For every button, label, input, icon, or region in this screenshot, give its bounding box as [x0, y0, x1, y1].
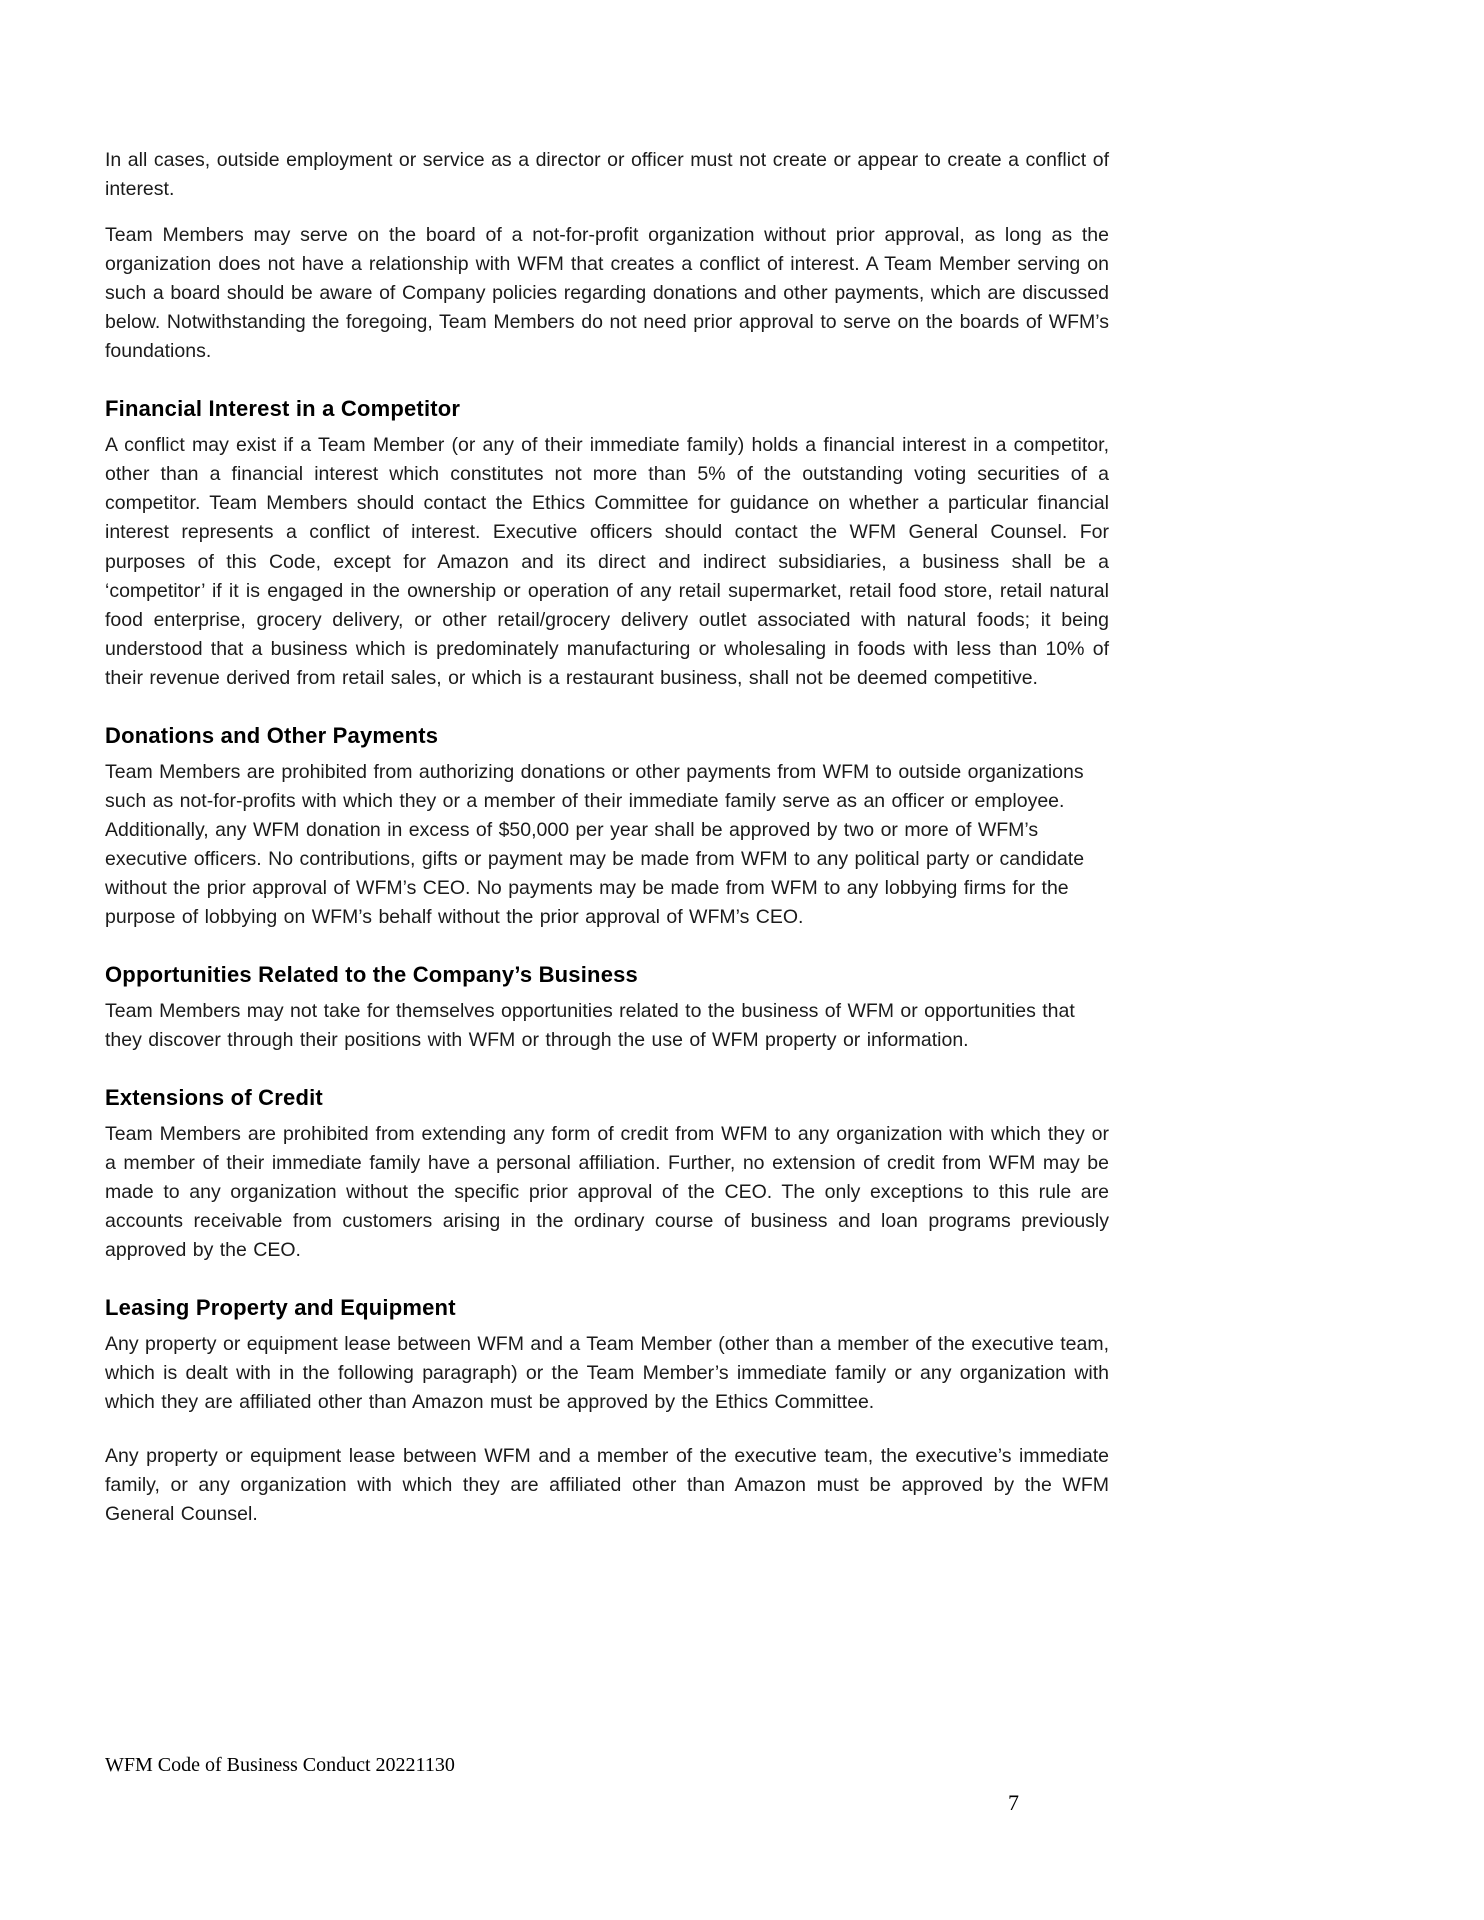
paragraph-leasing-executive: Any property or equipment lease between WFM and a member of the executive team, the executive’s immediate family, or any organization with which they are affiliated other than Amazon must be approved by the WFM General Counsel. [105, 1444, 1109, 1525]
paragraph-donations-payments: Team Members are prohibited from authorizing donations or other payments from WFM to outside organizations such as not-for-profits with which they or a member of their immediate family serve as an officer or employee. Additionally, any WFM donation in excess of $50,000 per year shall be approved by two or more of WFM’s executive officers. No contributions, gifts or payment may be made from WFM to any political party or candidate without the prior approval of WFM’s CEO. No payments may be made from WFM to any lobbying firms for the purpose of lobbying on WFM’s behalf without the prior approval of WFM’s CEO. [105, 760, 1085, 928]
footer-document-id: WFM Code of Business Conduct 20221130 [105, 1754, 455, 1776]
paragraph-outside-employment: In all cases, outside employment or service as a director or officer must not create or appear to create a conflict of interest. [105, 149, 1109, 201]
paragraph-board-service: Team Members may serve on the board of a not-for-profit organization without prior approval, as long as the organization does not have a relationship with WFM that creates a conflict of interest. A Team Member serving on such a board should be aware of Company policies regarding donations and other payments, which are discussed below. Notwithstanding the foregoing, Team Members do not need prior approval to serve on the boards of WFM’s foundations. [105, 224, 1109, 363]
heading-donations-payments: Donations and Other Payments [105, 722, 439, 748]
page-number: 7 [1008, 1790, 1019, 1815]
paragraph-company-opportunities: Team Members may not take for themselves opportunities related to the business of WFM or opportunities that they discover through their positions with WFM or through the use of WFM property or information. [105, 1000, 1075, 1052]
paragraph-financial-interest: A conflict may exist if a Team Member (or any of their immediate family) holds a financial interest in a competitor, other than a financial interest which constitutes not more than 5% of the outstanding voting securities of a competitor. Team Members should contact the Ethics Committee for guidance on whether a particular financial interest represents a conflict of interest. Executive officers should contact the WFM General Counsel. For purposes of this Code, except for Amazon and its direct and indirect subsidiaries, a business shall be a ‘competitor’ if it is engaged in the ownership or operation of any retail supermarket, retail food store, retail natural food enterprise, grocery delivery, or other retail/grocery delivery outlet associated with natural foods; it being understood that a business which is predominately manufacturing or wholesaling in foods with less than 10% of their revenue derived from retail sales, or which is a restaurant business, shall not be deemed competitive. [105, 434, 1109, 689]
heading-extensions-of-credit: Extensions of Credit [105, 1085, 323, 1111]
paragraph-extensions-of-credit: Team Members are prohibited from extending any form of credit from WFM to any organization with which they or a member of their immediate family have a personal affiliation. Further, no extension of credit from WFM may be made to any organization without the specific prior approval of the CEO. The only exceptions to this rule are accounts receivable from customers arising in the ordinary course of business and loan programs previously approved by the CEO. [105, 1123, 1109, 1262]
heading-leasing-property: Leasing Property and Equipment [105, 1295, 456, 1321]
heading-company-opportunities: Opportunities Related to the Company’s Business [105, 962, 638, 988]
document-body [105, 146, 1109, 1546]
heading-financial-interest: Financial Interest in a Competitor [105, 396, 461, 422]
paragraph-leasing-team-member: Any property or equipment lease between WFM and a Team Member (other than a member of the executive team, which is dealt with in the following paragraph) or the Team Member’s immediate family or any organization with which they are affiliated other than Amazon must be approved by the Ethics Committee. [105, 1333, 1109, 1414]
